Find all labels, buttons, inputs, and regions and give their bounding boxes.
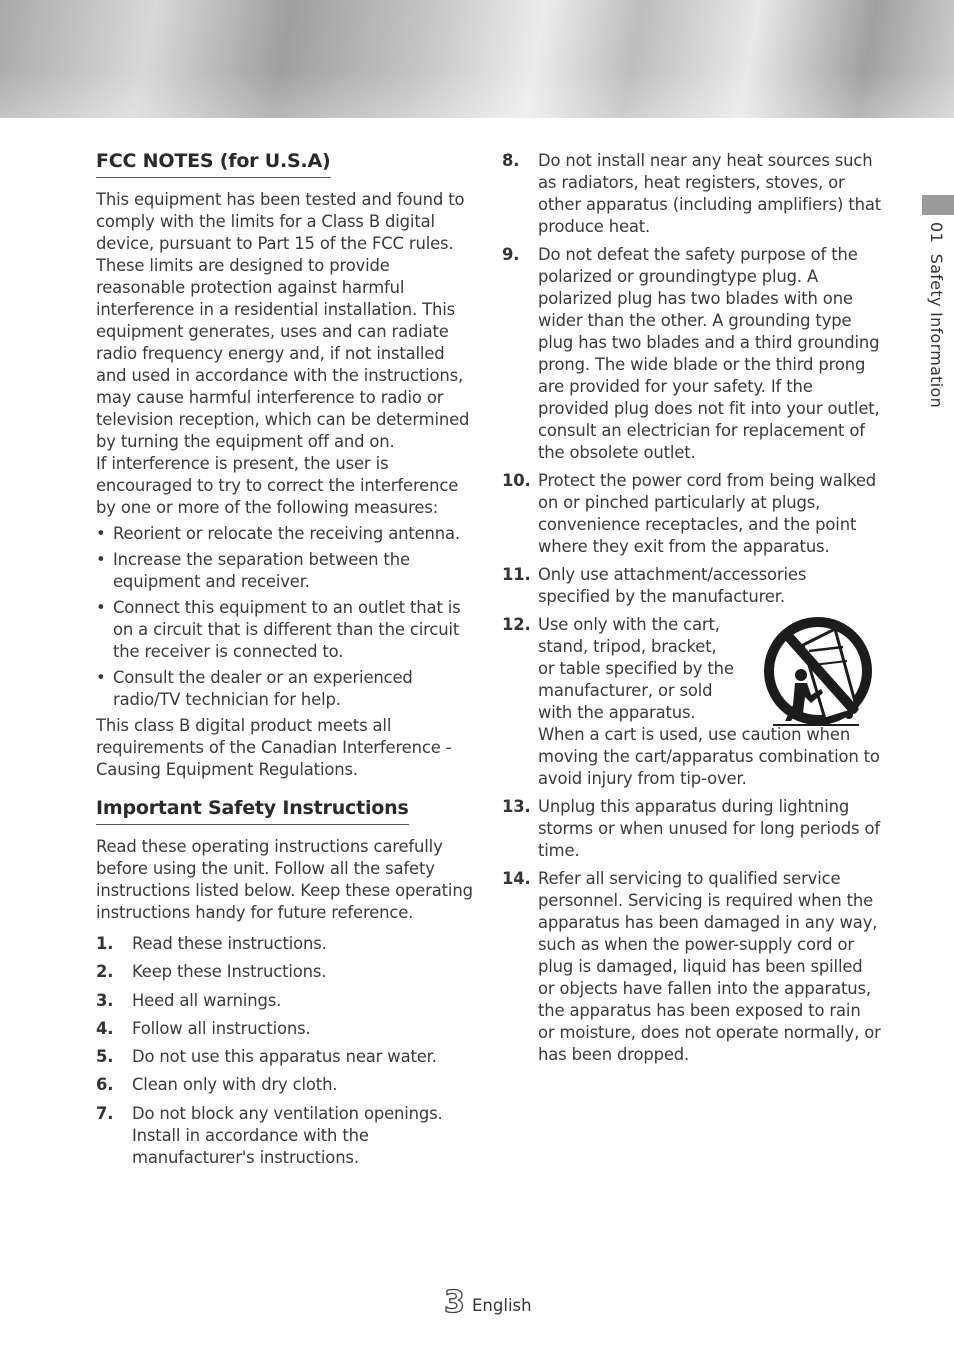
- item-number: 5.: [96, 1047, 114, 1067]
- item-text: Do not use this apparatus near water.: [132, 1047, 437, 1067]
- list-item: • Reorient or relocate the receiving antenna.: [96, 524, 460, 543]
- item-number: 2.: [96, 962, 114, 982]
- list-item: [502, 244, 882, 464]
- right-column: [502, 150, 882, 1072]
- section-title: Safety Information: [927, 253, 946, 409]
- left-column: [96, 150, 474, 1175]
- page-number: 3: [444, 1285, 465, 1320]
- fcc-heading: FCC NOTES (for U.S.A): [96, 150, 331, 178]
- item-text: Only use attachment/accessories specified by the manufacturer.: [538, 565, 807, 606]
- item-text-line: with the apparatus.: [538, 703, 696, 722]
- list-item: • Connect this equipment to an outlet that is on a circuit that is different than the circuit the receiver is connected to.: [96, 598, 461, 661]
- item-text: Refer all servicing to qualified service personnel. Servicing is required when the apparatus has been damaged in any way, such as when the power-supply cord or plug is damaged, liquid has been spilled or objects have fallen into the apparatus, the apparatus has been exposed to rain or moisture, does not operate normally, or has been dropped.: [538, 869, 881, 1064]
- item-number: 12.: [502, 615, 531, 634]
- item-text-line: manufacturer, or sold: [538, 681, 713, 700]
- bullet-text: Increase the separation between the equipment and receiver.: [113, 550, 410, 591]
- fcc-paragraph-2: If interference is present, the user is encouraged to try to correct the interference by one or more of the following measures:: [96, 454, 459, 517]
- item-text: Heed all warnings.: [132, 990, 282, 1010]
- item-text-line: stand, tripod, bracket,: [538, 637, 717, 656]
- fcc-paragraph-1: This equipment has been tested and found to comply with the limits for a Class B digital device, pursuant to Part 15 of the FCC rules. These limits are designed to provide reasonable protection against harmful interference in a residential installation. This equipment generates, uses and can radiate radio frequency energy and, if not installed and used in accordance with the instructions, may cause harmful interference to radio or television reception, which can be determined by turning the equipment off and on.: [96, 190, 470, 451]
- list-item: [502, 564, 882, 608]
- list-item: [502, 796, 882, 862]
- item-number: 10.: [502, 471, 531, 490]
- list-item: [96, 933, 474, 955]
- item-text: Do not defeat the safety purpose of the polarized or groundingtype plug. A polarized plug has two blades with one wider than the other. A grounding type plug has two blades and a third grounding prong. The wide blade or the third prong are provided for your safety. If the provided plug does not fit into your outlet, consult an electrician for replacement of the obsolete outlet.: [538, 245, 880, 462]
- fcc-paragraph-3: This class B digital product meets all requirements of the Canadian Interference - Causing Equipment Regulations.: [96, 716, 452, 779]
- list-item: [96, 1018, 474, 1040]
- list-item: [96, 961, 474, 983]
- safety-heading: Important Safety Instructions: [96, 797, 409, 825]
- list-item: [502, 150, 882, 238]
- list-item: [502, 868, 882, 1066]
- cart-tipover-warning-icon: [761, 617, 875, 731]
- item-text: Read these instructions.: [132, 934, 327, 953]
- list-item: [96, 1103, 474, 1169]
- bullet-text: Connect this equipment to an outlet that is on a circuit that is different than the circuit the receiver is connected to.: [113, 598, 461, 661]
- item-number: 4.: [96, 1018, 114, 1038]
- item-text: Unplug this apparatus during lightning storms or when unused for long periods of time.: [538, 797, 880, 860]
- section-tab-marker: [922, 195, 954, 215]
- list-item: • Consult the dealer or an experienced radio/TV technician for help.: [96, 668, 413, 709]
- list-item: [96, 1074, 474, 1096]
- item-text: Do not block any ventilation openings. Install in accordance with the manufacturer's instructions.: [132, 1103, 443, 1167]
- safety-list-right: [502, 150, 882, 1066]
- item-number: 6.: [96, 1075, 114, 1095]
- section-tab-label: [927, 222, 946, 408]
- item-text-line: or table specified by the: [538, 659, 734, 678]
- item-text: Follow all instructions.: [132, 1018, 311, 1038]
- item-text: caution when moving the cart/apparatus combination to avoid injury from tip-over.: [538, 725, 880, 788]
- header-banner: [0, 0, 954, 118]
- list-item: [96, 1046, 474, 1068]
- item-number: 7.: [96, 1103, 114, 1123]
- item-number: 13.: [502, 797, 531, 816]
- item-text: Protect the power cord from being walked on or pinched particularly at plugs, convenience receptacles, and the point where they exit from the apparatus.: [538, 471, 877, 556]
- bullet-text: Reorient or relocate the receiving antenna.: [113, 524, 460, 543]
- item-number: 3.: [96, 990, 114, 1010]
- safety-intro: Read these operating instructions carefully before using the unit. Follow all the safety instructions listed below. Keep these operating instructions handy for future reference.: [96, 837, 473, 922]
- item-number: 14.: [502, 869, 531, 888]
- item-text: Do not install near any heat sources such as radiators, heat registers, stoves, or other apparatus (including amplifiers) that produce heat.: [538, 151, 882, 236]
- bullet-text: Consult the dealer or an experienced radio/TV technician for help.: [113, 668, 413, 709]
- item-number: 9.: [502, 245, 520, 264]
- footer-language: English: [472, 1296, 532, 1315]
- item-text-line: Use only with the cart,: [538, 615, 720, 634]
- section-number: 01: [927, 222, 946, 243]
- item-text-line: When a cart is used, use: [538, 725, 737, 744]
- item-number: 1.: [96, 934, 114, 953]
- fcc-measures-list: [96, 523, 474, 711]
- item-number: 8.: [502, 151, 520, 170]
- list-item: [96, 990, 474, 1012]
- item-text: Clean only with dry cloth.: [132, 1075, 338, 1095]
- list-item: • Increase the separation between the equipment and receiver.: [96, 550, 410, 591]
- safety-list-left: [96, 933, 474, 1169]
- item-text: Keep these Instructions.: [132, 962, 327, 982]
- item-number: 11.: [502, 565, 531, 584]
- list-item: [502, 470, 882, 558]
